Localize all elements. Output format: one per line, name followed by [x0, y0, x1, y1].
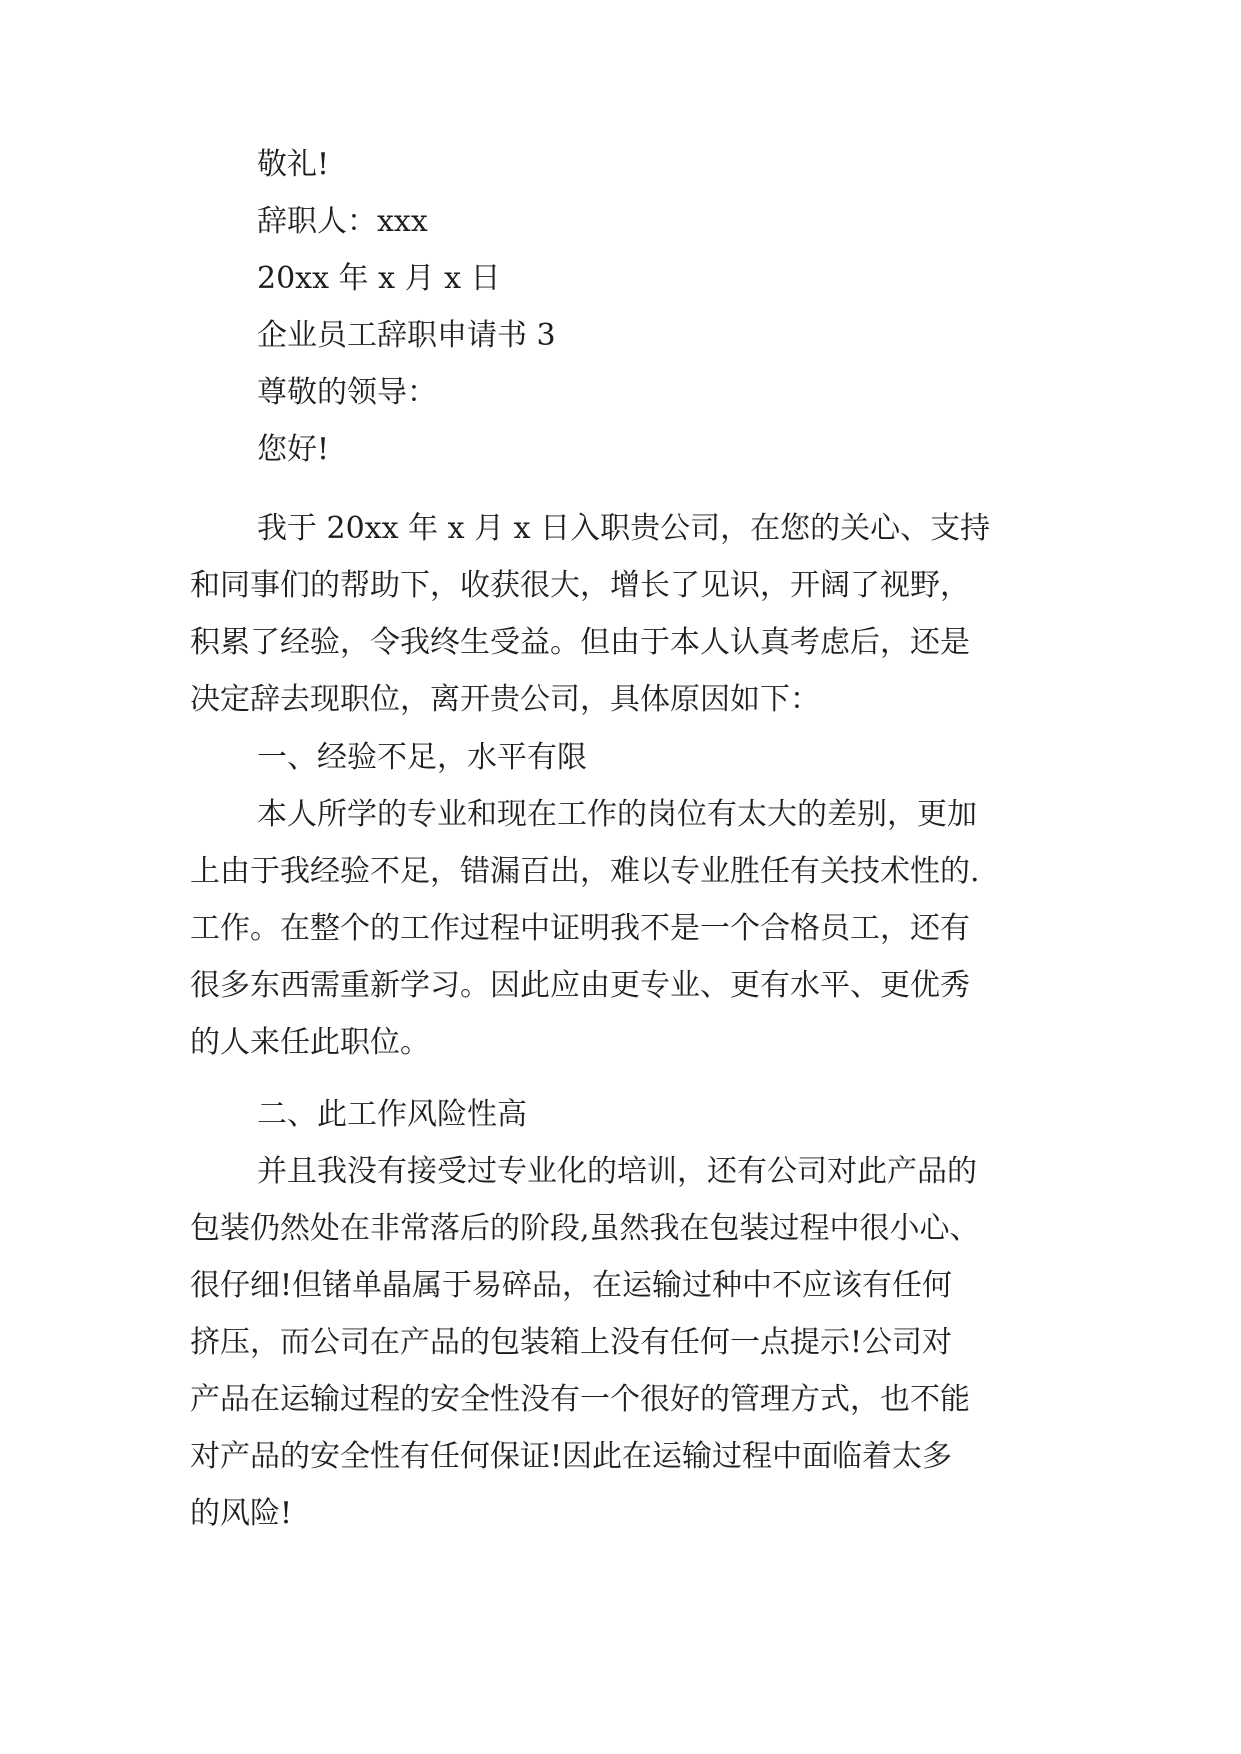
paragraph-line: 挤压，而公司在产品的包装箱上没有任何一点提示!公司对 — [190, 1325, 953, 1360]
section-heading: 一、经验不足，水平有限 — [257, 740, 587, 775]
paragraph-line: 并且我没有接受过专业化的培训，还有公司对此产品的 — [257, 1154, 977, 1189]
paragraph-line: 决定辞去现职位，离开贵公司，具体原因如下： — [190, 682, 820, 717]
paragraph-line: 上由于我经验不足，错漏百出，难以专业胜任有关技术性的. — [190, 854, 980, 889]
paragraph-line: 包装仍然处在非常落后的阶段,虽然我在包装过程中很小心、 — [190, 1211, 980, 1246]
recipient-greeting: 尊敬的领导： — [257, 375, 437, 410]
paragraph-line: 本人所学的专业和现在工作的岗位有太大的差别，更加 — [257, 797, 977, 832]
letter-title: 企业员工辞职申请书 3 — [257, 318, 556, 353]
section-heading: 二、此工作风险性高 — [257, 1097, 527, 1132]
paragraph-line: 很多东西需重新学习。因此应由更专业、更有水平、更优秀 — [190, 968, 970, 1003]
paragraph-line: 的风险! — [190, 1496, 293, 1531]
paragraph-line: 和同事们的帮助下，收获很大，增长了见识，开阔了视野， — [190, 568, 970, 603]
paragraph-line: 的人来任此职位。 — [190, 1025, 430, 1060]
greeting: 您好! — [257, 432, 330, 467]
paragraph-line: 很仔细!但锗单晶属于易碎品，在运输过种中不应该有任何 — [190, 1268, 953, 1303]
paragraph-line: 我于 20xx 年 x 月 x 日入职贵公司，在您的关心、支持 — [257, 511, 991, 546]
signature-date: 20xx 年 x 月 x 日 — [257, 261, 501, 296]
paragraph-line: 积累了经验，令我终生受益。但由于本人认真考虑后，还是 — [190, 625, 970, 660]
paragraph-line: 工作。在整个的工作过程中证明我不是一个合格员工，还有 — [190, 911, 970, 946]
paragraph-line: 产品在运输过程的安全性没有一个很好的管理方式，也不能 — [190, 1382, 970, 1417]
closing-salutation: 敬礼! — [257, 147, 330, 182]
paragraph-line: 对产品的安全性有任何保证!因此在运输过程中面临着太多 — [190, 1439, 953, 1474]
resigner-signature: 辞职人：xxx — [257, 204, 428, 239]
